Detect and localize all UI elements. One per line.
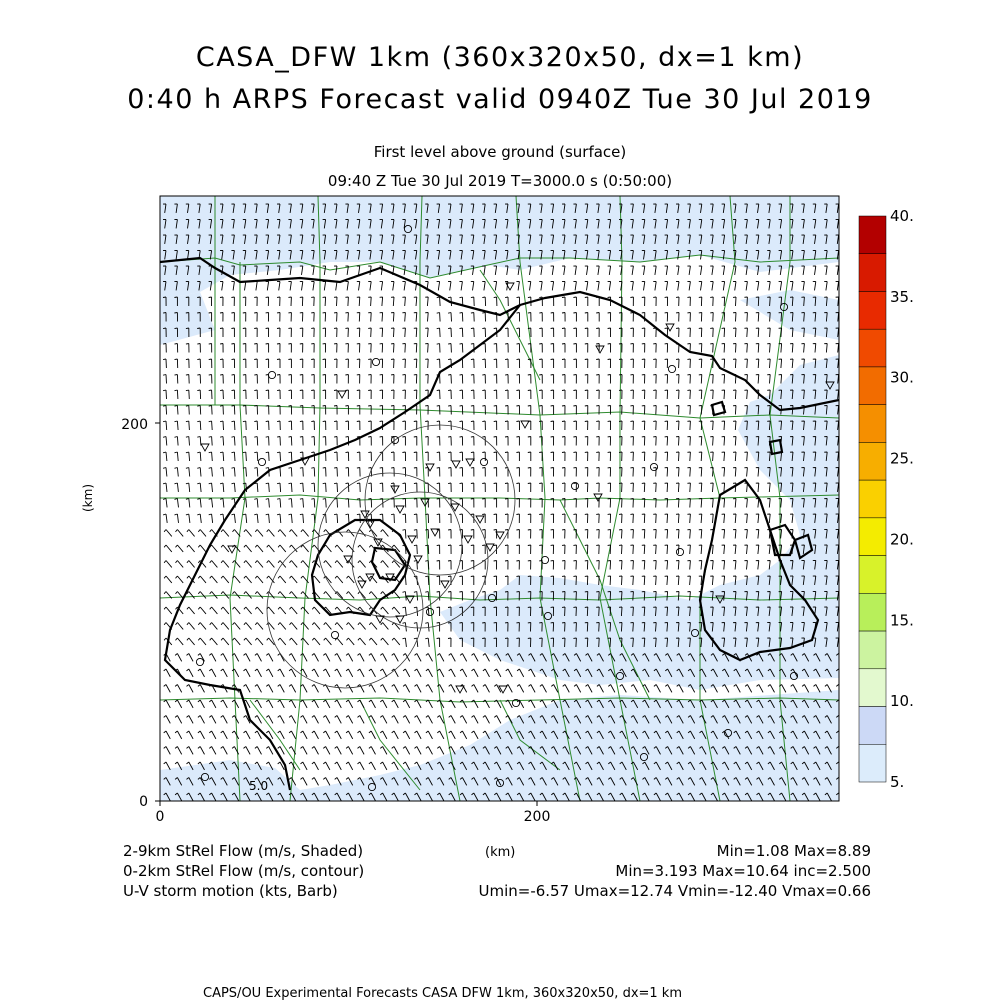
colorbar-label: 40.: [890, 207, 914, 225]
contour-label: 5.0: [249, 779, 269, 793]
y-tick-label-200: 200: [121, 417, 148, 433]
colorbar-label: 35.: [890, 287, 914, 306]
colorbar-swatch: [859, 744, 886, 782]
level-subtitle: First level above ground (surface): [373, 143, 627, 161]
y-axis-label: (km): [81, 483, 95, 513]
colorbar: [859, 207, 914, 791]
x-tick-label-0: 0: [155, 809, 165, 825]
credit-line: CAPS/OU Experimental Forecasts CASA DFW 1km, 360x320x50, dx=1 km: [203, 986, 683, 1001]
colorbar-swatch: [859, 518, 886, 556]
barb-uv-range: Umin=-6.57 Umax=12.74 Vmin=-12.40 Vmax=0.66: [478, 882, 871, 900]
colorbar-swatch: [859, 405, 886, 443]
time-subtitle: 09:40 Z Tue 30 Jul 2019 T=3000.0 s (0:50:00): [327, 172, 673, 190]
y-axis: [81, 417, 160, 810]
x-axis: [156, 801, 551, 825]
colorbar-swatch: [859, 329, 886, 367]
colorbar-swatch: [859, 707, 886, 745]
contour-min-max: Min=3.193 Max=10.64 inc=2.500: [615, 862, 871, 880]
colorbar-label: 25.: [890, 449, 914, 468]
colorbar-swatch: [859, 367, 886, 405]
colorbar-swatch: [859, 593, 886, 631]
chart-title: CASA_DFW 1km (360x320x50, dx=1 km): [195, 42, 805, 73]
colorbar-label: 10.: [890, 692, 914, 711]
colorbar-swatch: [859, 254, 886, 292]
colorbar-swatch: [859, 442, 886, 480]
x-tick-label-200: 200: [523, 809, 551, 825]
y-tick-label-0: 0: [139, 794, 148, 810]
forecast-valid-title: 0:40 h ARPS Forecast valid 0940Z Tue 30 Jul 2019: [127, 84, 873, 115]
colorbar-swatch: [859, 291, 886, 329]
colorbar-label: 5.: [890, 773, 905, 791]
x-axis-label: (km): [485, 845, 516, 860]
colorbar-swatch: [859, 216, 886, 254]
colorbar-swatch: [859, 480, 886, 518]
colorbar-label: 20.: [890, 530, 914, 549]
legend-barb-desc: U-V storm motion (kts, Barb): [123, 882, 338, 900]
colorbar-swatch: [859, 556, 886, 594]
colorbar-label: 15.: [890, 611, 914, 630]
colorbar-label: 30.: [890, 368, 914, 387]
shaded-min-max: Min=1.08 Max=8.89: [716, 842, 871, 860]
legend-shaded-desc: 2-9km StRel Flow (m/s, Shaded): [123, 842, 364, 860]
colorbar-swatch: [859, 631, 886, 669]
legend-contour-desc: 0-2km StRel Flow (m/s, contour): [123, 862, 365, 880]
colorbar-swatch: [859, 669, 886, 707]
